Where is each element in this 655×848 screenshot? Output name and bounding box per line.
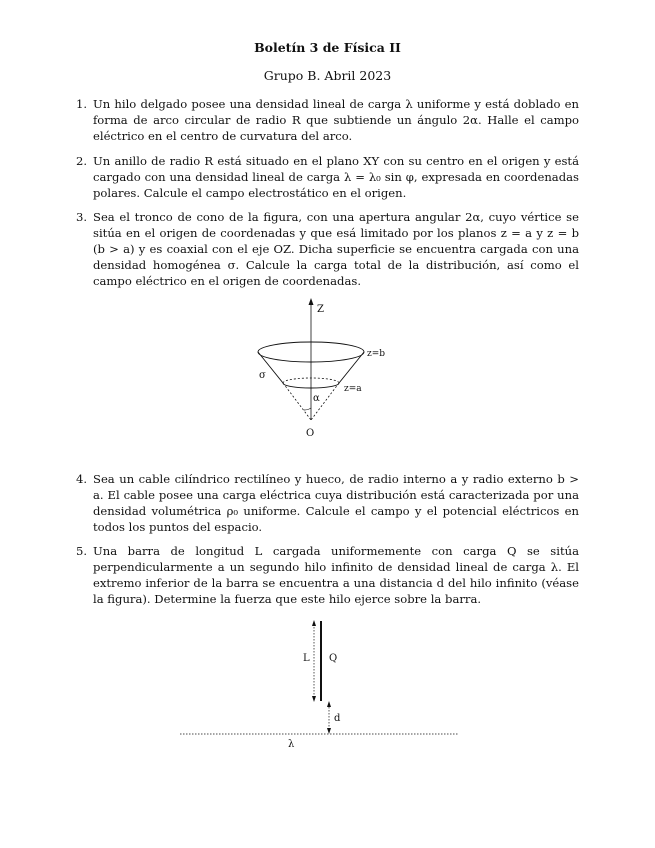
problem-number: 4. [76,472,88,486]
problem-number: 3. [76,210,88,224]
origin-label: O [306,428,315,439]
charge-label: Q [329,653,338,664]
problem-text: Un hilo delgado posee una densidad lineal de carga λ uniforme y está doblado en forma de arco circular de radio R que subtiende un ángulo 2α. Halle el campo eléctrico en el centro de curvatura del arco. [93,97,579,143]
angle-label: α [313,393,320,404]
z-axis-label: Z [317,304,324,315]
length-arrow-top [312,620,316,626]
z-axis-arrow [309,298,314,305]
wire-charge-label: λ [288,739,295,750]
problem-number: 5. [76,544,88,558]
length-label: L [303,653,310,664]
top-plane-label: z=b [367,349,386,359]
cone-side-right [339,352,364,383]
problem-number: 2. [76,154,88,168]
problem-text: Un anillo de radio R está situado en el plano XY con su centro en el origen y está cargado con una densidad lineal de carga λ = λ₀ sin φ, expresada en coordenadas polares. Calcule el campo electrostático en el origen. [93,154,579,200]
problem-number: 1. [76,97,88,111]
problem-4 [76,472,579,536]
cone-figure [0,290,655,445]
problem-text: Una barra de longitud L cargada uniformemente con carga Q se sitúa perpendicularmente a un segundo hilo infinito de densidad lineal de carga λ. El extremo inferior de la barra se encuentra a una distancia d del hilo infinito (véase la figura). Determine la fuerza que este hilo ejerce sobre la barra. [93,544,579,606]
problem-1 [76,97,579,145]
bar-wire-figure [0,612,655,762]
surface-charge-label: σ [259,370,266,381]
problem-3 [76,210,579,290]
problem-5 [76,544,579,608]
bottom-plane-label: z=a [344,384,362,394]
distance-label: d [334,713,341,724]
problem-text: Sea el tronco de cono de la figura, con una apertura angular 2α, cuyo vértice se sitúa en el origen de coordenadas y que esá limitado por los planos z = a y z = b (b > a) y es coaxial con el eje OZ. Dicha superficie se encuentra cargada con una densidad homogénea σ. Calcule la carga total de la distribución, así como el campo eléctrico en el origen de coordenadas. [93,210,579,288]
distance-arrow-top [327,701,331,707]
problem-text: Sea un cable cilíndrico rectilíneo y hueco, de radio interno a y radio externo b > a. El cable posee una carga eléctrica cuya distribución está caracterizada por una densidad volumétrica ρ₀ uniforme. Calcule el campo y el potencial eléctricos en todos los puntos del espacio. [93,472,579,534]
vertex-line-left [283,383,311,420]
length-arrow-bottom [312,696,316,702]
problem-2 [76,154,579,202]
document-title: Boletín 3 de Física II [254,40,401,55]
angle-arc [304,408,311,410]
distance-arrow-bottom [327,728,331,734]
document-subtitle: Grupo B. Abril 2023 [263,68,392,83]
